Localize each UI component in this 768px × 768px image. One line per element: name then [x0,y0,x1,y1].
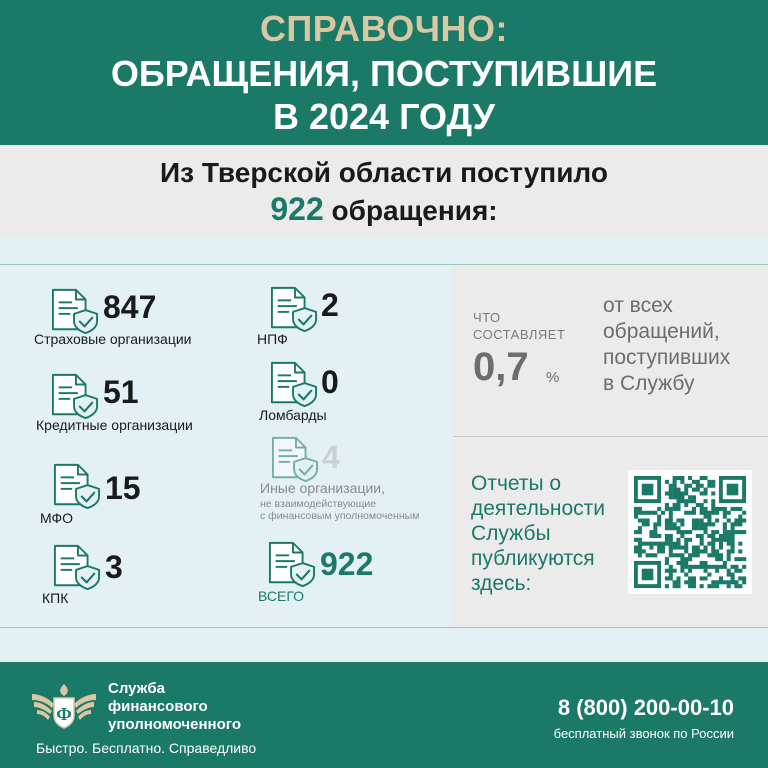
share-prefix-line-1: ЧТО [473,310,501,325]
summary-line-1: Из Тверской области поступило [160,157,608,188]
share-value: 0,7 [473,345,529,389]
category-value: 847 [103,289,157,325]
category-label: ВСЕГО [258,588,305,604]
summary-line-2 [0,191,768,228]
share-prefix-line-2: СОСТАВЛЯЕТ [473,327,566,342]
category-label: Страховые организации [34,331,192,347]
reports-line: Службы [471,522,551,545]
document-shield-icon [267,360,321,408]
category-value: 51 [103,374,139,410]
share-description [603,293,763,397]
header-line-2: ОБРАЩЕНИЯ, ПОСТУПИВШИЕ [110,53,658,94]
share-text-line: обращений, [603,320,720,343]
document-shield-icon [265,540,319,588]
header-line-3: В 2024 ГОДУ [272,96,496,137]
share-unit: % [546,369,560,386]
share-text-line: поступивших [603,346,731,369]
right-panel [453,265,768,627]
emblem-logo-icon [30,680,98,732]
share-prefix [473,309,565,343]
service-name [108,680,298,734]
service-name-line: финансового [108,698,208,715]
reports-line: публикуются [471,547,595,570]
document-shield-icon [50,543,104,591]
category-label: Кредитные организации [36,417,193,433]
reports-text [471,471,631,596]
service-name-line: уполномоченного [108,716,241,733]
document-shield-icon [268,435,322,483]
share-text-line: от всех [603,294,673,317]
document-shield-icon [50,462,104,510]
category-value: 0 [321,364,339,400]
category-label: НПФ [257,331,288,347]
category-sublabel-2: с финансовым уполномоченным [260,510,420,522]
document-shield-icon [267,285,321,333]
category-value: 922 [320,546,374,582]
header-banner [0,0,768,145]
summary-count: 922 [270,191,324,227]
document-shield-icon [48,372,102,420]
category-label: МФО [40,510,74,526]
qr-code[interactable] [628,470,752,594]
header-line-1: СПРАВОЧНО: [259,8,509,49]
category-label: Иные организации, [260,480,385,496]
category-label: КПК [42,590,69,606]
service-name-line: Служба [108,680,165,697]
reports-line: здесь: [471,572,532,595]
category-sublabel-1: не взаимодействующие [260,498,377,510]
category-value: 15 [105,470,141,506]
right-panel-separator [453,436,768,437]
reports-line: деятельности [471,497,605,520]
category-value: 2 [321,287,339,323]
phone-number[interactable]: 8 (800) 200-00-10 [557,695,734,720]
category-value: 3 [105,549,123,585]
summary-suffix: обращения: [323,195,498,226]
divider-bottom [0,627,768,628]
document-shield-icon [48,287,102,335]
svg-text:Ф: Ф [56,704,72,724]
phone-note: бесплатный звонок по России [553,726,734,741]
qr-code-icon [628,470,752,594]
reports-line: Отчеты о [471,472,562,495]
footer [0,662,768,768]
share-text-line: в Службу [603,372,695,395]
slogan: Быстро. Бесплатно. Справедливо [36,740,257,756]
category-label: Ломбарды [259,407,327,423]
category-value: 4 [322,439,340,475]
summary-band [0,145,768,237]
